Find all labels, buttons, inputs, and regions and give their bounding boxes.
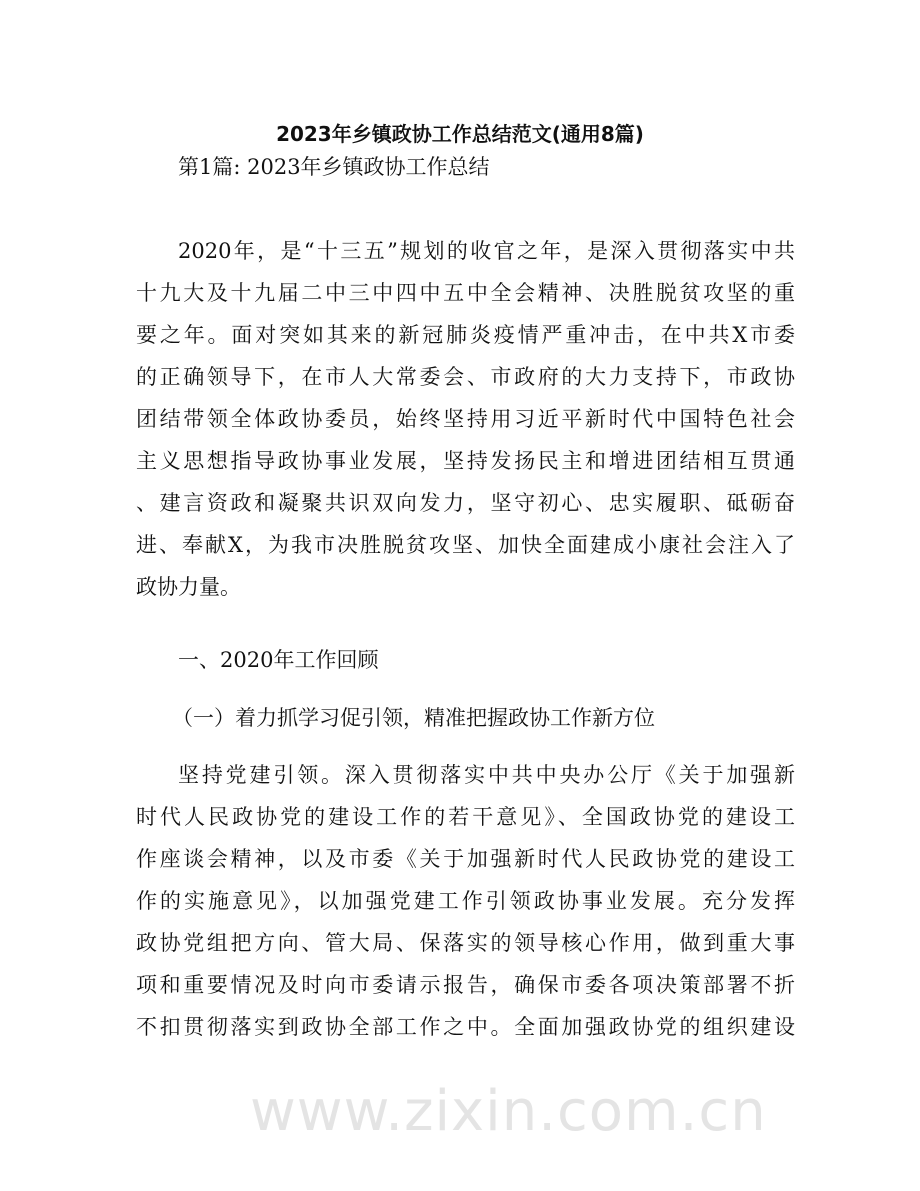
subsection-heading: （一）着力抓学习促引领，精准把握政协工作新方位 (172, 706, 655, 730)
paragraph-line: 进、奉献X，为我市决胜脱贫攻坚、加快全面建成小康社会注入了 (136, 533, 795, 557)
paragraph-line: 时代人民政协党的建设工作的若干意见》、全国政协党的建设工 (136, 805, 795, 829)
paragraph-line: 团结带领全体政协委员，始终坚持用习近平新时代中国特色社会 (136, 407, 795, 431)
paragraph-line: 政协党组把方向、管大局、保落实的领导核心作用，做到重大事 (136, 931, 795, 955)
paragraph-line: 作座谈会精神，以及市委《关于加强新时代人民政协党的建设工 (136, 847, 795, 871)
paragraph-line: 坚持党建引领。深入贯彻落实中共中央办公厅《关于加强新 (178, 763, 795, 787)
paragraph-line: 作的实施意见》，以加强党建工作引领政协事业发展。充分发挥 (136, 889, 795, 913)
paragraph-line: 不扣贯彻落实到政协全部工作之中。全面加强政协党的组织建设 (136, 1015, 795, 1039)
watermark: www.zixin.com.cn (250, 1079, 767, 1144)
paragraph-line: 2020年，是“十三五”规划的收官之年，是深入贯彻落实中共 (178, 239, 795, 263)
section-heading: 一、2020年工作回顾 (178, 648, 379, 672)
document-title: 2023年乡镇政协工作总结范文(通用8篇) (276, 122, 644, 146)
paragraph-line: 主义思想指导政协事业发展，坚持发扬民主和增进团结相互贯通 (136, 449, 795, 473)
chapter-heading: 第1篇: 2023年乡镇政协工作总结 (178, 155, 490, 179)
paragraph-line: 十九大及十九届二中三中四中五中全会精神、决胜脱贫攻坚的重 (136, 281, 795, 305)
paragraph-line: 政协力量。 (136, 575, 241, 599)
paragraph-line: 要之年。面对突如其来的新冠肺炎疫情严重冲击，在中共X市委 (136, 323, 795, 347)
paragraph-line: 项和重要情况及时向市委请示报告，确保市委各项决策部署不折 (136, 973, 795, 997)
paragraph-line: 的正确领导下，在市人大常委会、市政府的大力支持下，市政协 (136, 365, 795, 389)
paragraph-line: 、建言资政和凝聚共识双向发力，坚守初心、忠实履职、砥砺奋 (136, 491, 795, 515)
